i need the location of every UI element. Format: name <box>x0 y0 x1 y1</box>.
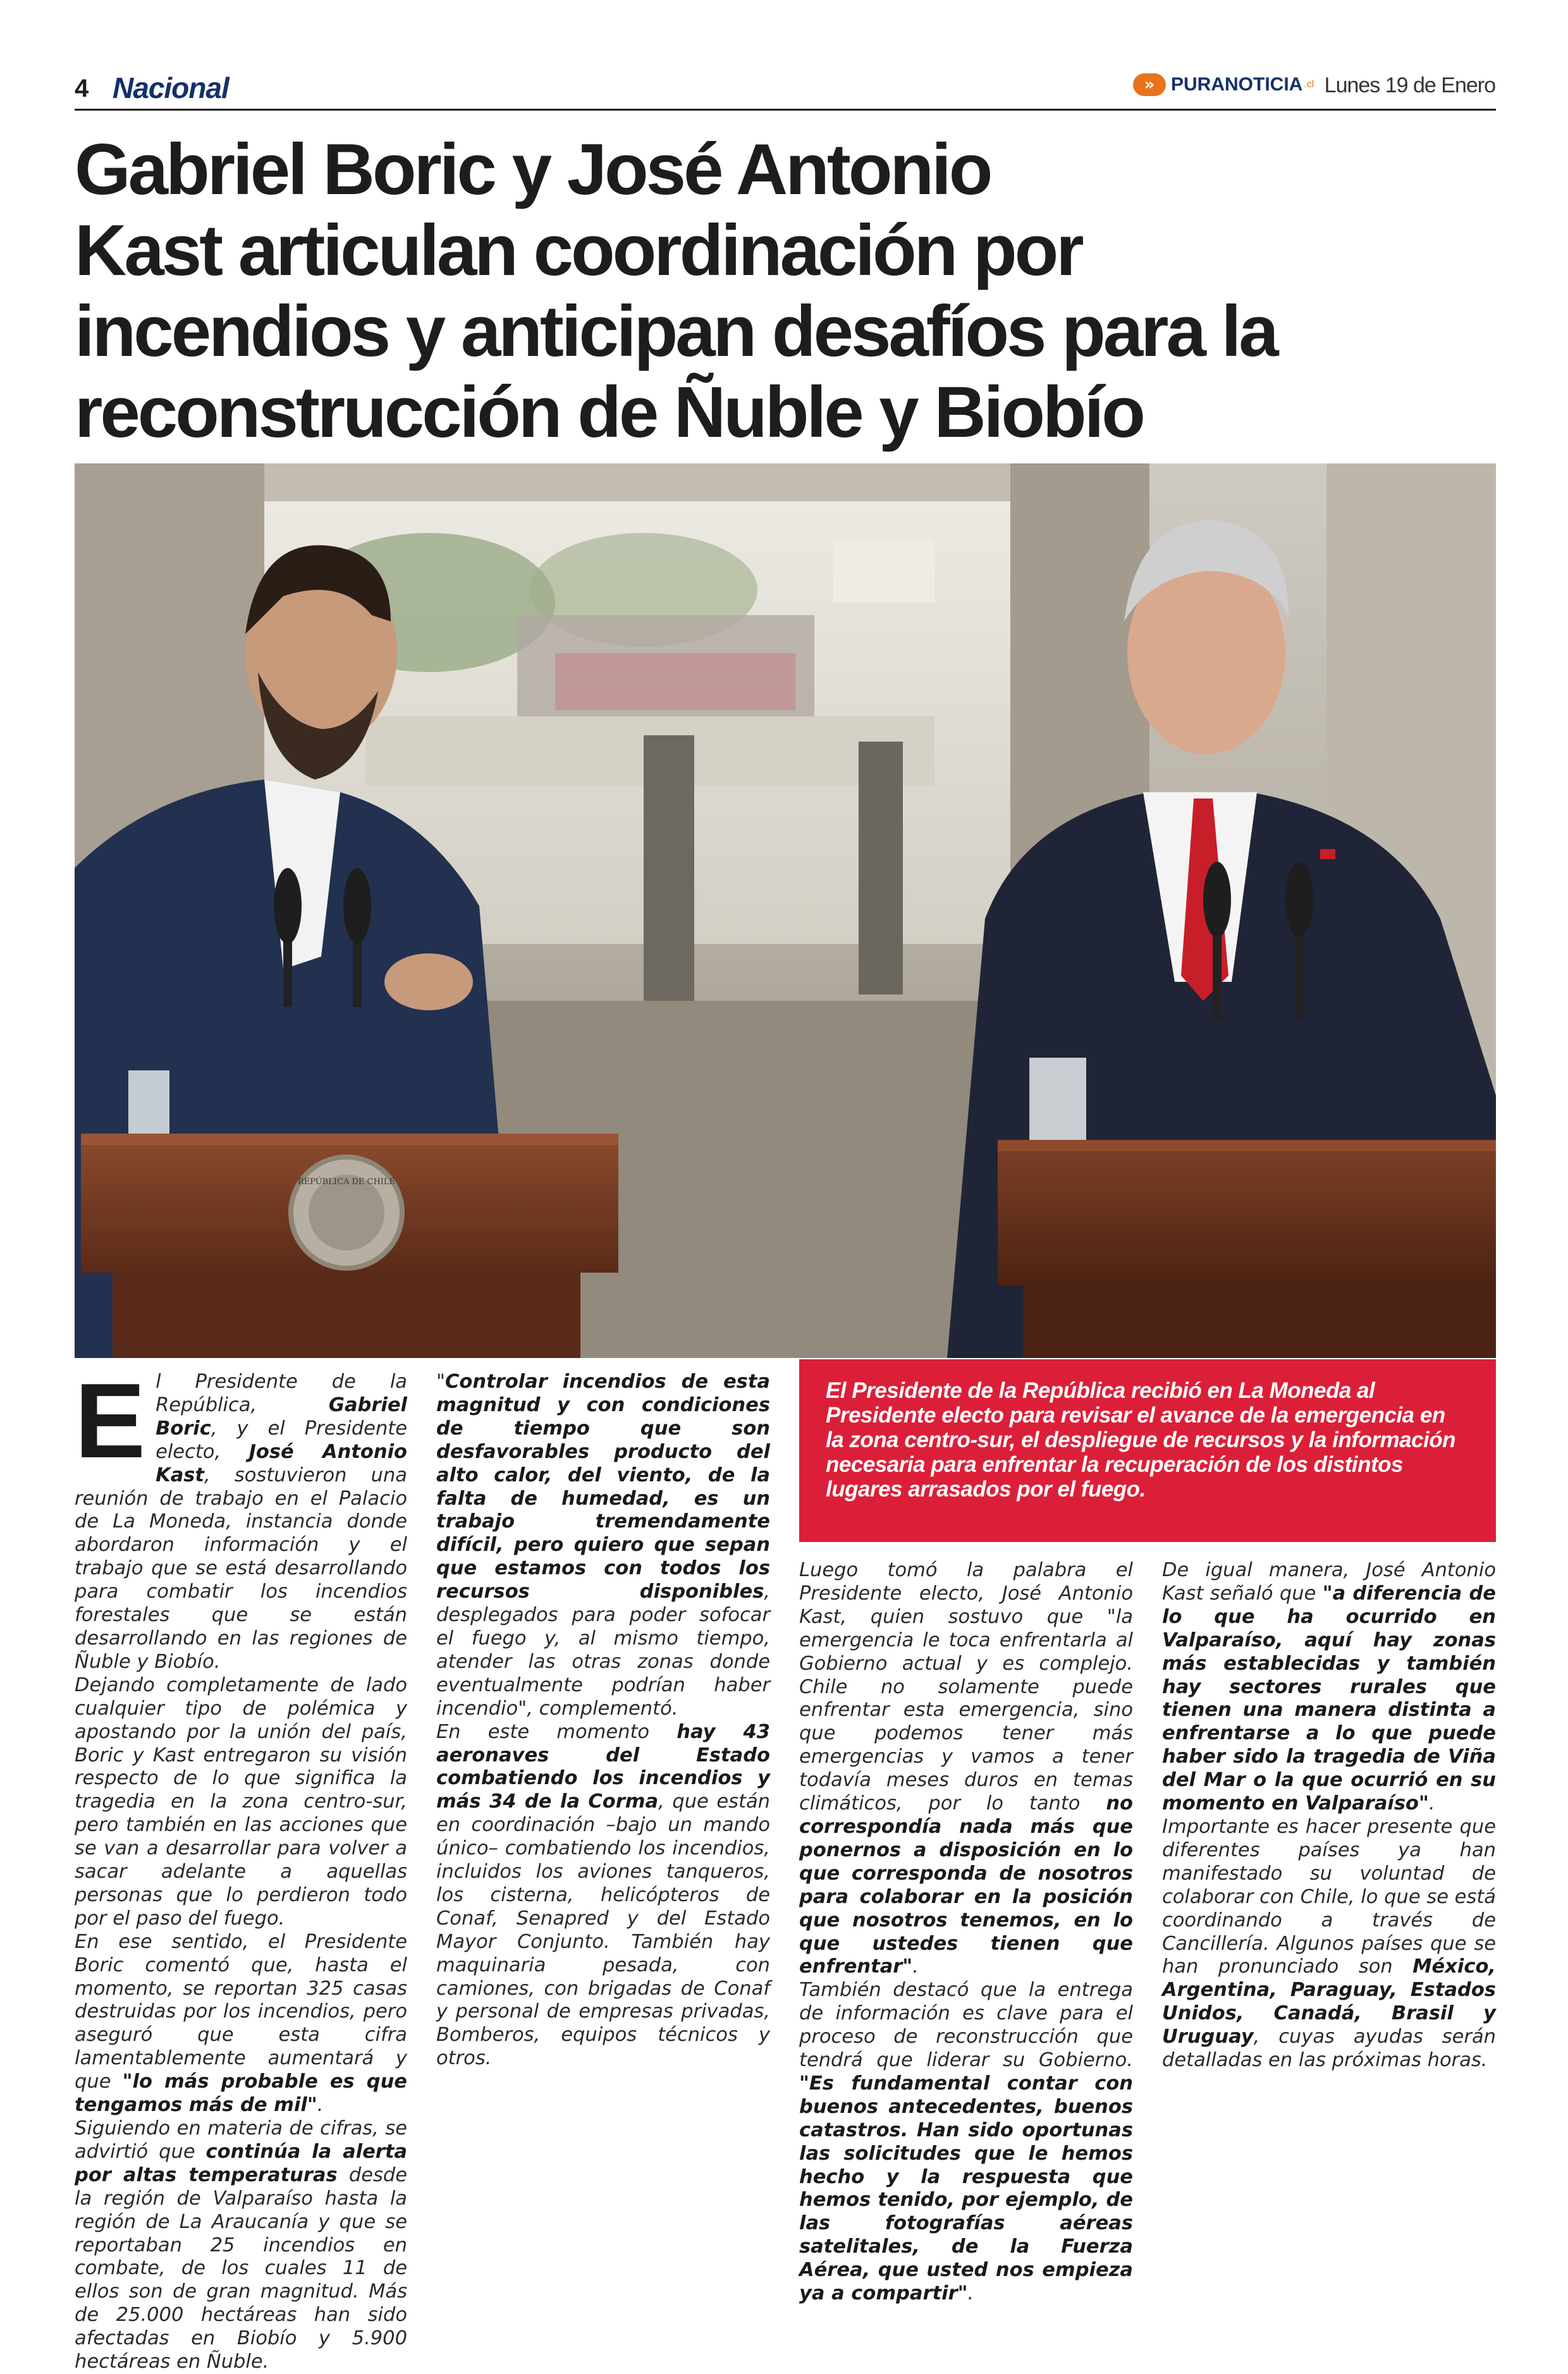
issue-date: Lunes 19 de Enero <box>1324 73 1495 97</box>
pull-quote <box>799 1359 1496 1542</box>
paragraph <box>436 1371 770 1721</box>
article-column-3 <box>799 1559 1133 2306</box>
pull-quote-line: la zona centro-sur, el despliegue de recursos y la información <box>826 1428 1455 1452</box>
paragraph <box>75 2117 407 2374</box>
page-number: 4 <box>75 75 89 102</box>
text-run: . <box>967 2282 974 2305</box>
bold-text-run: "Es fundamental contar con buenos antecedentes, buenos catastros. Han sido oportunas las solicitudes que le hemos hecho y la respuesta que hemos tenido, por ejemplo, de las fotografías aéreas satelitales, de la Fuerza Aérea, que usted nos empieza ya a compartir" <box>799 2072 1133 2305</box>
pull-quote-line: lugares arrasados por el fuego. <box>826 1477 1146 1502</box>
water-glass <box>1029 1058 1086 1140</box>
text-run: Luego tomó la palabra el Presidente electo, José Antonio Kast, quien sostuvo que "la emergencia le toca enfrentarla al Gobierno actual y es complejo. Chile no solamente puede enfrentar esta emergencia, sino que podemos tener más emergencias y vamos a tener todavía meses duros en temas climáticos, por lo tanto <box>799 1559 1133 1815</box>
text-run: En este momento <box>436 1720 677 1743</box>
bold-text-run: continúa la alerta por altas temperaturas <box>75 2140 407 2186</box>
bold-text-run: hay 43 aeronaves del Estado combatiendo los incendios y más 34 de la Corma <box>436 1720 770 1813</box>
header-rule <box>75 109 1496 111</box>
bold-text-run: no correspondía nada más que ponernos a disposición en lo que corresponda de nosotros para colaborar en la posición que nosotros tenemos, en lo que ustedes tienen que enfrentar" <box>799 1792 1133 1978</box>
bold-text-run: México, Argentina, Paraguay, Estados Unidos, Canadá, Brasil y Uruguay <box>1162 1955 1496 2048</box>
paragraph <box>799 1979 1133 2306</box>
text-run: Dejando completamente de lado cualquier tipo de polémica y apostando por la unión del país, Boric y Kast entregaron su visión respecto de lo que significa la tragedia en la zona centro-sur, pero también en las acciones que se van a desarrollar para volver a sacar adelante a aquellas personas que lo perdieron todo por el paso del fuego. <box>75 1673 407 1930</box>
pull-quote-line: Presidente electo para revisar el avance de la emergencia en <box>826 1403 1445 1428</box>
text-run: . <box>912 1955 919 1978</box>
text-run: , desplegados para poder sofocar el fuego y, al mismo tiempo, atender las otras zonas donde eventualmente podrían haber incendio", complementó. <box>436 1581 770 1720</box>
text-run: De igual manera, José Antonio Kast señaló que <box>1162 1559 1496 1605</box>
bold-text-run: Gabriel Boric <box>156 1393 407 1440</box>
paragraph <box>75 1674 407 1931</box>
paragraph <box>1162 1559 1496 1816</box>
text-run: , y el Presidente electo, <box>156 1417 407 1463</box>
article-column-2 <box>436 1371 770 2071</box>
press-photo <box>75 463 1496 1358</box>
headline-line: reconstrucción de Ñuble y Biobío <box>75 372 1143 453</box>
left-podium <box>81 1134 618 1358</box>
text-run: También destacó que la entrega de información es clave para el proceso de reconstrucción que tendrá que liderar su Gobierno. <box>799 1979 1133 2072</box>
headline-line: Gabriel Boric y José Antonio <box>75 130 991 210</box>
pull-quote-line: necesaria para enfrentar la recuperación de los distintos <box>826 1452 1403 1477</box>
text-run: l Presidente de la República, <box>156 1371 407 1416</box>
logo-arrows-icon: » <box>1133 73 1166 96</box>
text-run: . <box>1428 1792 1435 1815</box>
photo-illustration <box>75 463 1496 1358</box>
water-glass <box>128 1070 169 1137</box>
crowd-sign <box>833 539 934 603</box>
flag-pin <box>1320 849 1335 859</box>
paragraph <box>436 1721 770 2071</box>
logo-name: PURANOTICIA <box>1171 74 1303 95</box>
drop-cap: E <box>75 1361 144 1480</box>
headline-line: incendios y anticipan desafíos para la <box>75 291 1277 372</box>
bold-text-run: Controlar incendios de esta magnitud y con condiciones de tiempo que son desfavorables producto del alto calor, del viento, de la falta de humedad, es un trabajo tremendamente difícil, pero quiero que sepan que estamos con todos los recursos disponibles <box>436 1371 770 1603</box>
bold-text-run: "a diferencia de lo que ha ocurrido en Valparaíso, aquí hay zonas más establecidas y también hay sectores rurales que tienen una manera distinta a enfrentarse a lo que puede haber sido la tragedia de Viña del Mar o la que ocurrió en su momento en Valparaíso" <box>1162 1582 1496 1815</box>
paragraph <box>799 1559 1133 1979</box>
text-run: , sostuvieron una reunión de trabajo en el Palacio de La Moneda, instancia donde abordaron información y el trabajo que se está desarrollando para combatir los incendios forestales que se están desarrollando en las regiones de Ñuble y Biobío. <box>75 1464 407 1673</box>
text-run: , cuyas ayudas serán detalladas en las próximas horas. <box>1162 2026 1496 2072</box>
logo-suffix: .cl <box>1304 79 1314 90</box>
publication-logo <box>1133 73 1314 96</box>
text-run: " <box>436 1371 446 1393</box>
text-run: En ese sentido, el Presidente Boric comentó que, hasta el momento, se reportan 325 casas destruidas por los incendios, pero aseguró que esta cifra lamentablemente aumentará y que <box>75 1930 407 2093</box>
pull-quote-line: El Presidente de la República recibió en La Moneda al <box>826 1378 1375 1403</box>
podium-seal-text: REPÚBLICA DE CHILE <box>297 1177 396 1187</box>
article-column-1 <box>75 1361 407 2374</box>
bold-text-run: José Antonio Kast <box>156 1440 407 1486</box>
paragraph <box>75 1931 407 2117</box>
article-column-4 <box>1162 1559 1496 2072</box>
right-podium <box>998 1140 1496 1358</box>
text-run: desde la región de Valparaíso hasta la región de La Araucanía y que se reportaban 25 incendios en combate, de los cuales 11 de ellos son de gran magnitud. Más de 25.000 hectáreas han sido afectadas en Biobío y 5.900 hectáreas en Ñuble. <box>75 2163 407 2373</box>
headline-line: Kast articulan coordinación por <box>75 211 1082 291</box>
text-run: . <box>317 2094 324 2117</box>
bold-text-run: "lo más probable es que tengamos más de mil" <box>75 2071 407 2117</box>
paragraph <box>1162 1816 1496 2072</box>
section-label: Nacional <box>113 71 229 104</box>
headline <box>75 130 1497 453</box>
text-run: , que están en coordinación –bajo un mando único– combatiendo los incendios, incluidos los aviones tanqueros, los cisterna, helicópteros de Conaf, Senapred y del Estado Mayor Conjunto. También hay maquinaria pesada, con camiones, con brigadas de Conaf y personal de empresas privadas, Bomberos, equipos técnicos y otros. <box>436 1790 770 2070</box>
text-run: Siguiendo en materia de cifras, se advirtió que <box>75 2117 407 2163</box>
text-run: Importante es hacer presente que diferentes países ya han manifestado su voluntad de colaborar con Chile, lo que se está coordinando a través de Cancillería. Algunos países que se han pronunciado son <box>1162 1815 1496 1978</box>
